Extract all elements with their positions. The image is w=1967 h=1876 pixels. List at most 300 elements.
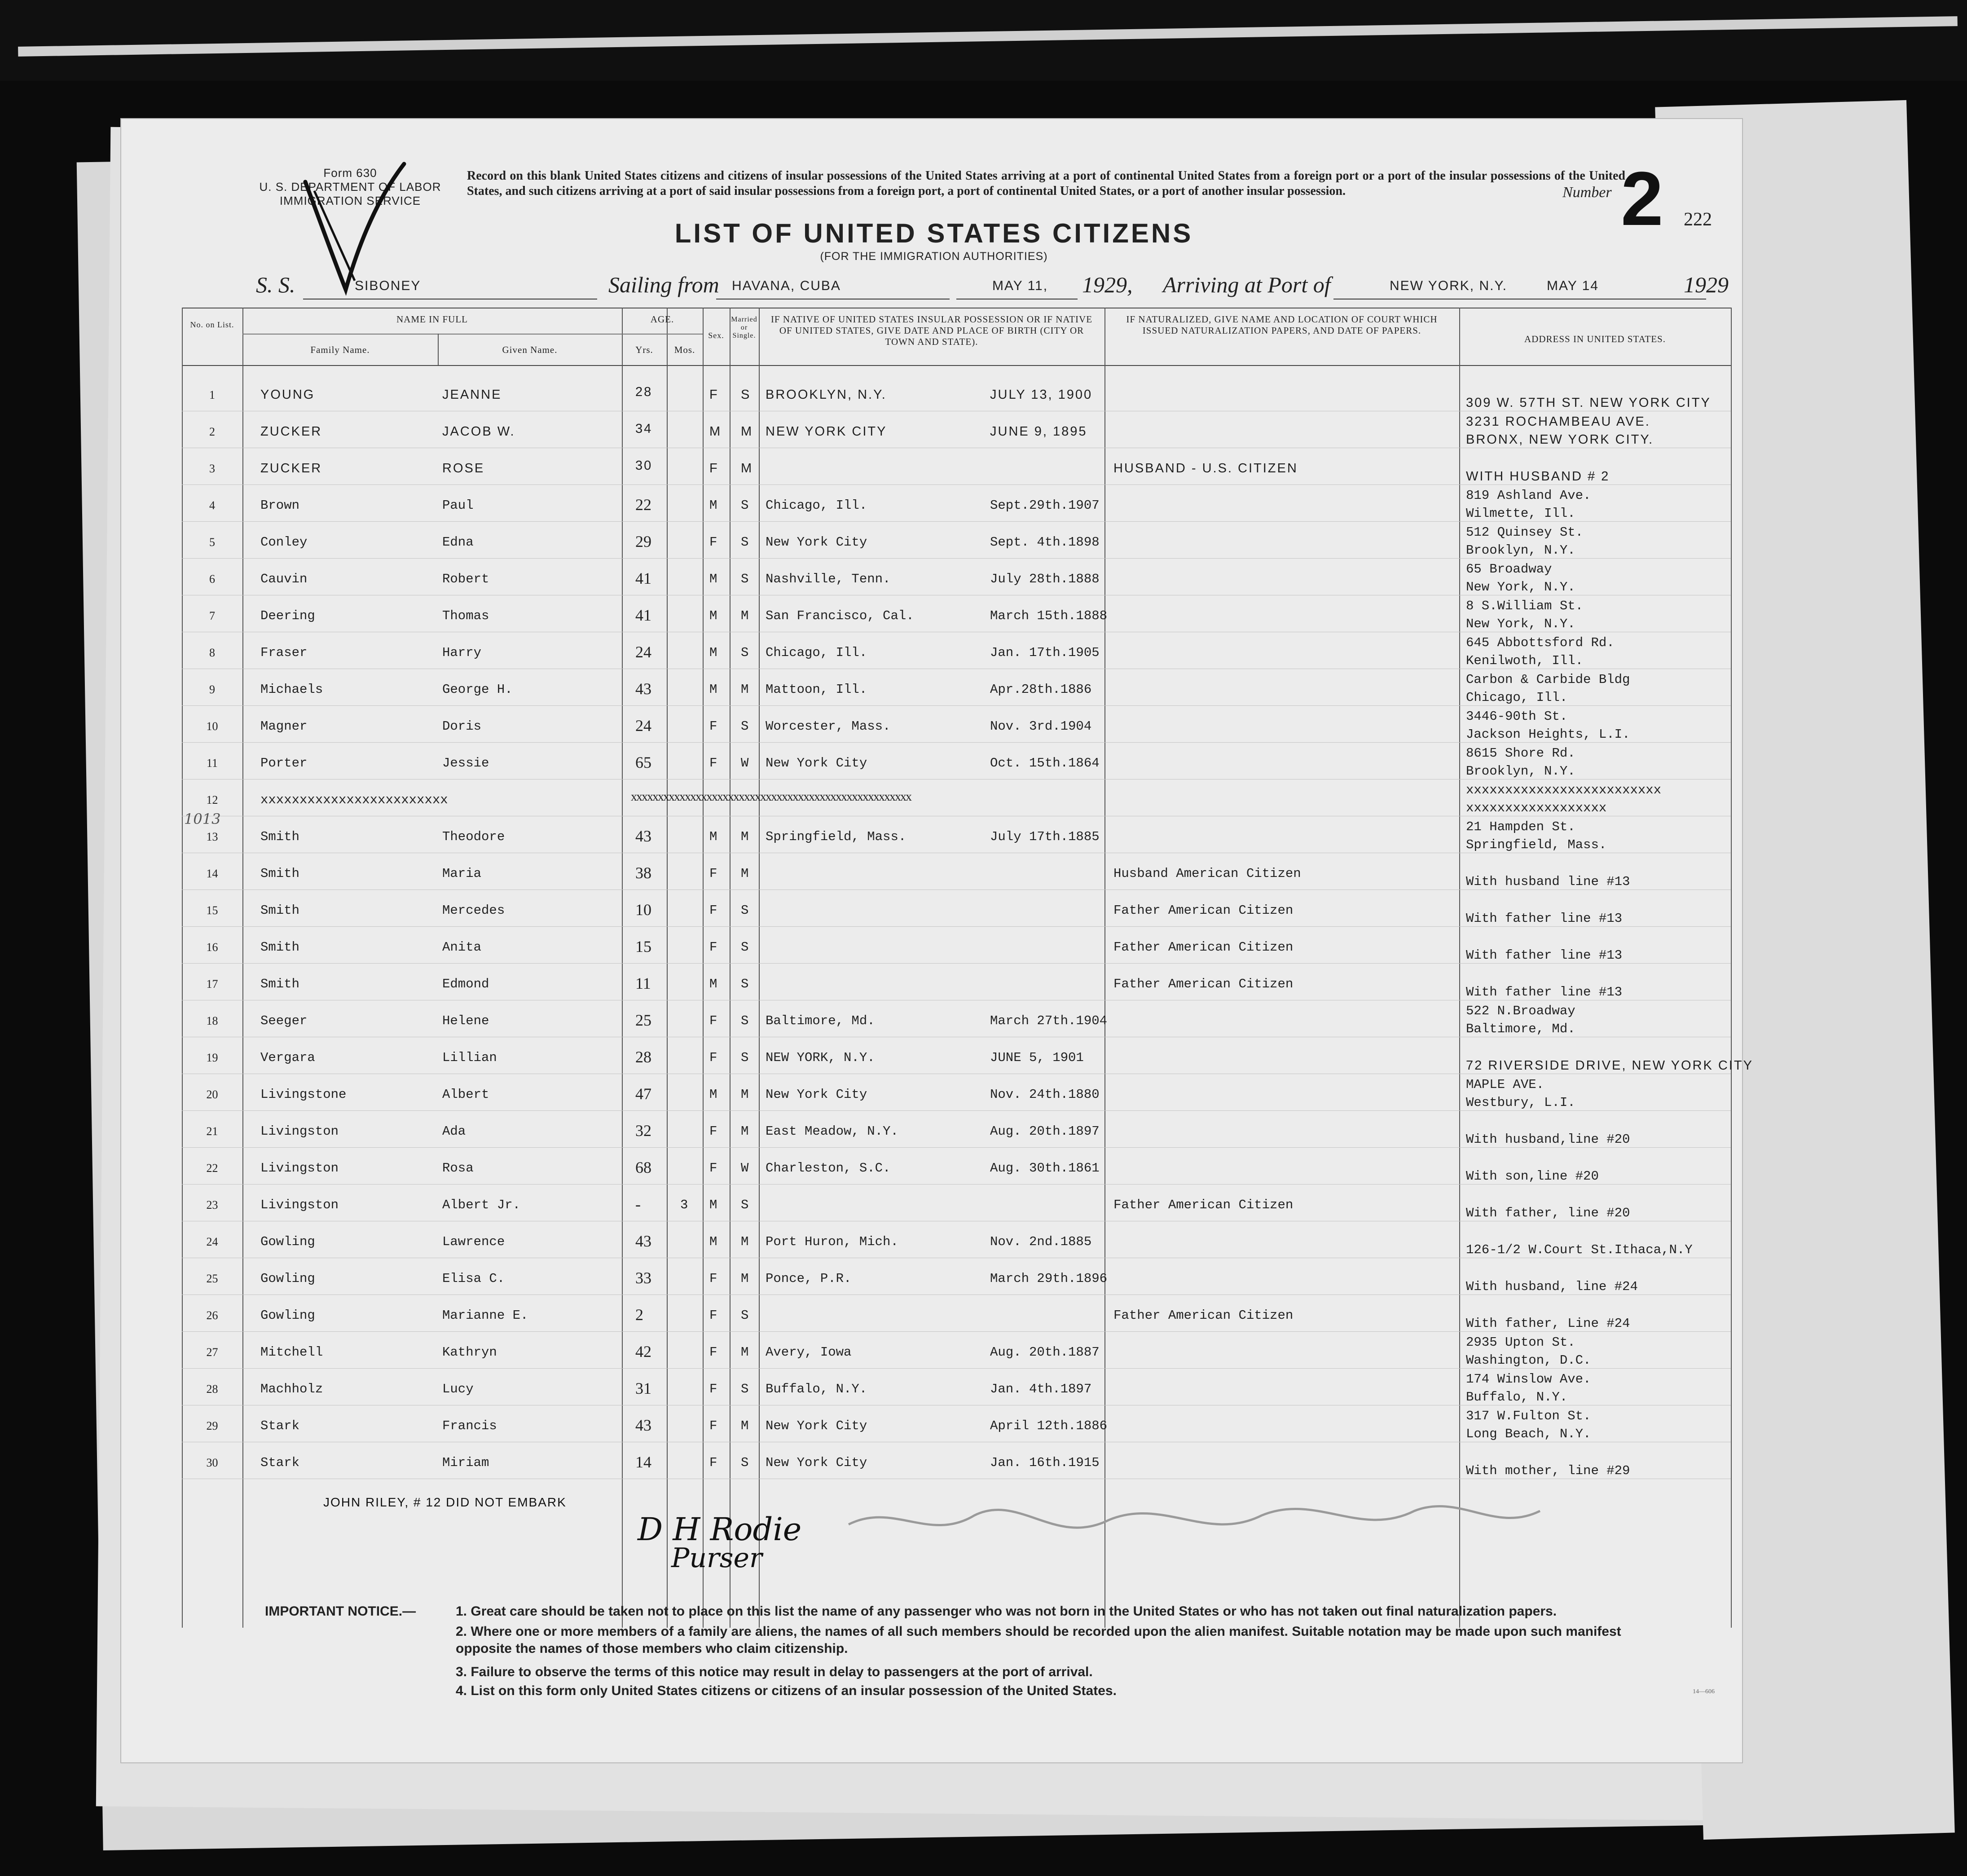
family-name-cell: Conley [260, 535, 308, 550]
address-line2-cell: Jackson Heights, L.I. [1466, 727, 1630, 742]
marital-status-cell: S [741, 1455, 749, 1470]
family-name-cell: Deering [260, 608, 315, 623]
family-name-cell: YOUNG [260, 388, 315, 402]
given-name-cell: JACOB W. [442, 424, 515, 439]
list-number-cell: 11 [206, 757, 218, 770]
given-name-cell: Thomas [442, 608, 489, 623]
family-name-cell: Fraser [260, 645, 308, 660]
marital-status-cell: S [741, 388, 751, 402]
table-row [182, 1111, 1731, 1148]
marital-status-cell: M [741, 1087, 749, 1102]
marital-status-cell: S [741, 498, 749, 513]
address-line1-cell: 2935 Upton St. [1466, 1335, 1575, 1350]
birthplace-cell: San Francisco, Cal. [766, 608, 914, 623]
sex-cell: M [709, 977, 717, 991]
birthplace-cell: Avery, Iowa [766, 1345, 852, 1360]
table-row [182, 375, 1731, 412]
list-number-cell: 6 [209, 572, 215, 586]
address-line2-cell: With father, Line #24 [1466, 1316, 1630, 1331]
marital-status-cell: S [741, 572, 749, 586]
family-name-cell: Smith [260, 866, 300, 881]
list-number-cell: 8 [209, 646, 215, 659]
marital-status-cell: S [741, 1050, 749, 1065]
family-name-cell: Cauvin [260, 572, 308, 586]
purser-signature: D H Rodie [638, 1511, 802, 1548]
family-name-cell: Michaels [260, 682, 323, 697]
list-number-cell: 19 [206, 1051, 218, 1064]
naturalization-cell: Father American Citizen [1113, 940, 1294, 955]
sex-cell: F [709, 1050, 717, 1065]
age-years-cell: 30 [635, 458, 653, 473]
header-naturalized: IF NATURALIZED, GIVE NAME AND LOCATION OF COURT WHICH ISSUED NATURALIZATION PAPERS, AND DATE OF PAPERS. [1126, 314, 1438, 336]
age-years-cell: 32 [635, 1122, 651, 1140]
age-months-cell: 3 [680, 1198, 688, 1212]
birthplace-cell: New York City [766, 535, 867, 550]
header-family-name: Family Name. [310, 344, 370, 355]
marital-status-cell: M [741, 1234, 749, 1249]
age-years-cell: 68 [635, 1158, 651, 1176]
family-name-cell: Livingston [260, 1161, 339, 1176]
birthplace-cell: Port Huron, Mich. [766, 1234, 898, 1249]
marital-status-cell: S [741, 1198, 749, 1212]
table-row [182, 633, 1731, 669]
form-code: 14—606 [1693, 1688, 1715, 1695]
instructions: Record on this blank United States citizens and citizens of insular possessions of the United States arriving at a port of continental United States from a foreign port or a port of the insular possessions of the United States, and such citizens arriving at a port of said insular possessions from a foreign port, a port of continental United States, or a port of another insular possession. [467, 169, 1625, 198]
table-row [182, 1369, 1731, 1406]
family-name-cell: Vergara [260, 1050, 315, 1065]
address-line2-cell: New York, N.Y. [1466, 580, 1575, 595]
address-line2-cell: 126-1/2 W.Court St.Ithaca,N.Y [1466, 1242, 1693, 1257]
list-number-cell: 20 [206, 1088, 218, 1101]
list-number-cell: 5 [209, 536, 215, 549]
sex-cell: F [709, 866, 717, 881]
family-name-cell: Livingstone [260, 1087, 347, 1102]
given-name-cell: Mercedes [442, 903, 505, 918]
given-name-cell: Doris [442, 719, 482, 734]
birthplace-cell: Nashville, Tenn. [766, 572, 891, 586]
page-edge-strip [18, 16, 1958, 57]
address-line2-cell: Springfield, Mass. [1466, 837, 1607, 852]
given-name-cell: Rosa [442, 1161, 474, 1176]
table-row [182, 1185, 1731, 1222]
header-given-name: Given Name. [502, 344, 558, 355]
address-line2-cell: Chicago, Ill. [1466, 690, 1568, 705]
marital-status-cell: S [741, 977, 749, 991]
family-name-cell: Porter [260, 756, 308, 771]
list-number-cell: 17 [206, 978, 218, 991]
age-years-cell: 41 [635, 569, 651, 587]
sex-cell: F [709, 1455, 717, 1470]
notice-item-1: 1. Great care should be taken not to place on this list the name of any passenger who was not born in the United States or who has not taken out final naturalization papers. [456, 1604, 1557, 1619]
naturalization-cell: Father American Citizen [1113, 977, 1294, 991]
list-number-cell: 23 [206, 1198, 218, 1211]
sex-cell: F [709, 1124, 717, 1139]
family-name-cell: Mitchell [260, 1345, 323, 1360]
ss-label: S. S. [256, 272, 295, 297]
list-number-cell: 22 [206, 1162, 218, 1175]
address-line2-cell: Long Beach, N.Y. [1466, 1427, 1591, 1441]
sex-cell: M [709, 608, 717, 623]
sex-cell: F [709, 388, 719, 402]
birthdate-cell: JULY 13, 1900 [990, 388, 1093, 402]
given-name-cell: Kathryn [442, 1345, 497, 1360]
birthplace-cell: NEW YORK, N.Y. [766, 1050, 875, 1065]
birthplace-cell: New York City [766, 1418, 867, 1433]
age-years-cell: 38 [635, 864, 651, 882]
marital-status-cell: M [741, 424, 753, 439]
sex-cell: F [709, 719, 717, 734]
table-row [182, 1038, 1753, 1075]
address-line2-cell: Brooklyn, N.Y. [1466, 543, 1575, 558]
family-name-cell: Machholz [260, 1382, 323, 1396]
age-years-cell: 33 [635, 1269, 651, 1287]
address-line2-cell: With mother, line #29 [1466, 1463, 1630, 1478]
marital-status-cell: M [741, 1345, 749, 1360]
given-name-cell: Theodore [442, 829, 505, 844]
arrival-port: NEW YORK, N.Y. [1390, 278, 1507, 293]
sex-cell: F [709, 1161, 717, 1176]
family-name-cell: xxxxxxxxxxxxxxxxxxxxxxxx [260, 793, 448, 807]
marital-status-cell: S [741, 1308, 749, 1323]
address-line2-cell: WITH HUSBAND # 2 [1466, 469, 1610, 484]
naturalization-cell: Father American Citizen [1113, 903, 1294, 918]
given-name-cell: Robert [442, 572, 489, 586]
given-name-cell: Albert [442, 1087, 489, 1102]
scan-top-band [0, 0, 1967, 81]
address-line2-cell: New York, N.Y. [1466, 617, 1575, 631]
notice-item-3: 3. Failure to observe the terms of this notice may result in delay to passengers at the port of arrival. [456, 1665, 1093, 1679]
marital-status-cell: S [741, 719, 749, 734]
given-name-cell: JEANNE [442, 388, 502, 402]
age-years-cell: 43 [635, 1416, 651, 1434]
marital-status-cell: M [741, 608, 749, 623]
sex-cell: F [709, 1418, 717, 1433]
age-years-cell: - [635, 1195, 641, 1213]
department-name: U. S. DEPARTMENT OF LABOR [259, 180, 441, 194]
birthplace-cell: Buffalo, N.Y. [766, 1382, 867, 1396]
table-row [182, 412, 1731, 449]
family-name-cell: Gowling [260, 1271, 315, 1286]
age-years-cell: 43 [635, 680, 651, 698]
notice-label-text: IMPORTANT NOTICE. [265, 1604, 403, 1619]
address-line2-cell: With father, line #20 [1466, 1206, 1630, 1220]
list-number: 2 [1621, 156, 1663, 242]
birthdate-cell: Jan. 16th.1915 [990, 1455, 1100, 1470]
address-line2-cell: Buffalo, N.Y. [1466, 1390, 1568, 1405]
list-number-cell: 28 [206, 1383, 218, 1396]
given-name-cell: Harry [442, 645, 482, 660]
sex-cell: M [709, 1198, 717, 1212]
age-years-cell: 43 [635, 827, 651, 845]
birthplace-cell: BROOKLYN, N.Y. [766, 388, 887, 402]
address-line1-cell: Carbon & Carbide Bldg [1466, 672, 1630, 687]
list-number-cell: 12 [206, 793, 218, 806]
table-row [182, 485, 1731, 522]
number-label: Number [1562, 184, 1612, 201]
address-line1-cell: 3446-90th St. [1466, 709, 1568, 724]
family-name-cell: Livingston [260, 1198, 339, 1212]
marital-status-cell: W [741, 1161, 749, 1176]
sailing-label: Sailing from [608, 272, 719, 297]
marital-status-cell: S [741, 1013, 749, 1028]
list-number-cell: 15 [206, 904, 218, 917]
list-number-cell: 27 [206, 1346, 218, 1359]
sex-cell: M [709, 424, 722, 439]
sex-cell: F [709, 535, 717, 550]
age-years-cell: 34 [635, 422, 653, 436]
sex-cell: F [709, 1345, 717, 1360]
table-row [182, 706, 1731, 743]
sex-cell: M [709, 682, 717, 697]
sex-cell: M [709, 1087, 717, 1102]
table-row [182, 559, 1731, 596]
age-years-cell: 28 [635, 1048, 651, 1066]
address-line2-cell: With father line #13 [1466, 948, 1623, 963]
age-years-cell: 47 [635, 1085, 651, 1103]
table-row [182, 743, 1731, 780]
family-name-cell: Smith [260, 829, 300, 844]
list-number-cell: 26 [206, 1309, 218, 1322]
list-number-cell: 2 [209, 425, 215, 438]
birthdate-cell: Nov. 24th.1880 [990, 1087, 1100, 1102]
table-row [182, 1222, 1731, 1259]
marital-status-cell: M [741, 866, 749, 881]
marital-status-cell: S [741, 1382, 749, 1396]
address-line1-cell: 522 N.Broadway [1466, 1004, 1575, 1018]
table-row [182, 1406, 1731, 1443]
sex-cell: M [709, 1234, 717, 1249]
table-row [182, 1148, 1731, 1185]
birthplace-cell: New York City [766, 756, 867, 771]
given-name-cell: George H. [442, 682, 513, 697]
address-line1-cell: 3231 ROCHAMBEAU AVE. [1466, 414, 1650, 429]
table-row [182, 890, 1731, 927]
header-birth: IF NATIVE OF UNITED STATES INSULAR POSSESSION OR IF NATIVE OF UNITED STATES, GIVE DATE AND PLACE OF BIRTH (CITY OR TOWN AND STATE). [770, 314, 1093, 347]
birthplace-cell: New York City [766, 1087, 867, 1102]
sailing-year: 1929, [1082, 272, 1133, 297]
citizens-table [182, 308, 1753, 1628]
address-line1-cell: 65 Broadway [1466, 562, 1552, 577]
age-years-cell: 28 [635, 385, 653, 399]
header-sex: Sex. [708, 331, 724, 340]
birthplace-cell: Mattoon, Ill. [766, 682, 867, 697]
given-name-cell: Ada [442, 1124, 466, 1139]
list-number-cell: 7 [209, 609, 215, 622]
family-name-cell: Gowling [260, 1308, 315, 1323]
family-name-cell: Livingston [260, 1124, 339, 1139]
marital-status-cell: S [741, 903, 749, 918]
address-line2-cell: With father line #13 [1466, 985, 1623, 1000]
list-number-cell: 4 [209, 499, 215, 512]
birthdate-cell: Jan. 17th.1905 [990, 645, 1100, 660]
sex-cell: F [709, 1013, 717, 1028]
voyage-line [121, 272, 1742, 303]
birthdate-cell: March 27th.1904 [990, 1013, 1108, 1028]
address-line1-cell: 317 W.Fulton St. [1466, 1409, 1591, 1423]
header-address: ADDRESS IN UNITED STATES. [1524, 334, 1666, 344]
naturalization-cell: Husband American Citizen [1113, 866, 1301, 881]
family-name-cell: Stark [260, 1455, 300, 1470]
sex-cell: F [709, 461, 719, 476]
family-name-cell: ZUCKER [260, 461, 322, 476]
given-name-cell: Albert Jr. [442, 1198, 521, 1212]
address-line1-cell: 8615 Shore Rd. [1466, 746, 1575, 761]
address-line2-cell: With husband,line #20 [1466, 1132, 1630, 1147]
family-name-cell: Smith [260, 940, 300, 955]
given-name-cell: Edna [442, 535, 474, 550]
did-not-embark-note: JOHN RILEY, # 12 DID NOT EMBARK [323, 1495, 567, 1509]
table-row [182, 817, 1731, 854]
family-name-cell: Smith [260, 977, 300, 991]
birthdate-cell: Nov. 3rd.1904 [990, 719, 1092, 734]
birthdate-cell: Aug. 20th.1897 [990, 1124, 1100, 1139]
arriving-label: Arriving at Port of [1163, 272, 1331, 297]
age-years-cell: 29 [635, 533, 651, 550]
sex-cell: M [709, 829, 717, 844]
birthplace-cell: East Meadow, N.Y. [766, 1124, 898, 1139]
birthdate-cell: Apr.28th.1886 [990, 682, 1092, 697]
birthdate-cell: Nov. 2nd.1885 [990, 1234, 1092, 1249]
marital-status-cell: S [741, 535, 749, 550]
list-number-cell: 21 [206, 1125, 218, 1138]
address-line2-cell: Kenilwoth, Ill. [1466, 653, 1584, 668]
marital-status-cell: M [741, 682, 749, 697]
given-name-cell: Anita [442, 940, 482, 955]
address-line2-cell: BRONX, NEW YORK CITY. [1466, 432, 1654, 447]
table-row [182, 854, 1731, 890]
family-name-cell: Gowling [260, 1234, 315, 1249]
birthplace-cell: New York City [766, 1455, 867, 1470]
header-married: Married or Single. [731, 316, 757, 339]
naturalization-cell: Father American Citizen [1113, 1308, 1294, 1323]
table-row [182, 1001, 1731, 1038]
marital-status-cell: M [741, 1124, 749, 1139]
address-line2-cell: 72 RIVERSIDE DRIVE, NEW YORK CITY [1466, 1058, 1753, 1073]
form-title: LIST OF UNITED STATES CITIZENS [674, 218, 1193, 248]
address-line2-cell: Wilmette, Ill. [1466, 506, 1575, 521]
marital-status-cell: S [741, 940, 749, 955]
age-years-cell: 65 [635, 753, 651, 771]
list-number-cell: 18 [206, 1014, 218, 1027]
birthplace-cell: NEW YORK CITY [766, 424, 887, 439]
notice-item-2: 2. Where one or more members of a family are aliens, the names of all such members should be recorded upon the alien manifest. Suitable notation may be made upon such manifest opposite the names of those members who claim citizenship. [456, 1624, 1621, 1656]
address-line2-cell: 309 W. 57TH ST. NEW YORK CITY [1466, 396, 1711, 410]
list-number-cell: 24 [206, 1235, 218, 1248]
notice-item-4: 4. List on this form only United States citizens or citizens of an insular possession of the United States. [456, 1683, 1117, 1698]
form-number: Form 630 [323, 166, 377, 180]
address-line2-cell: xxxxxxxxxxxxxxxxxx [1466, 801, 1607, 815]
birthplace-cell: Charleston, S.C. [766, 1161, 891, 1176]
birthdate-cell: March 15th.1888 [990, 608, 1108, 623]
list-number-cell: 14 [206, 867, 218, 880]
table-row [182, 1332, 1731, 1369]
list-number-cell: 30 [206, 1456, 218, 1469]
birthdate-cell: Aug. 20th.1887 [990, 1345, 1100, 1360]
sex-cell: M [709, 572, 717, 586]
sailing-date: MAY 11, [992, 278, 1048, 293]
margin-note: 1013 [184, 810, 221, 828]
age-years-cell: 41 [635, 606, 651, 624]
age-years-cell: 24 [635, 717, 651, 735]
marital-status-cell: M [741, 829, 749, 844]
birthdate-cell: July 17th.1885 [990, 829, 1100, 844]
given-name-cell: Elisa C. [442, 1271, 505, 1286]
birthplace-cell: Chicago, Ill. [766, 498, 867, 513]
table-row [182, 522, 1731, 559]
sex-cell: F [709, 1382, 717, 1396]
list-number-cell: 13 [206, 830, 218, 843]
sex-cell: F [709, 940, 717, 955]
birthdate-cell: April 12th.1886 [990, 1418, 1108, 1433]
given-name-cell: Lucy [442, 1382, 474, 1396]
purser-title: Purser [671, 1542, 762, 1574]
birthplace-cell: Worcester, Mass. [766, 719, 891, 734]
family-name-cell: Brown [260, 498, 300, 513]
header-name-in-full: NAME IN FULL [396, 314, 468, 325]
marital-status-cell: W [741, 756, 749, 771]
given-name-cell: Edmond [442, 977, 489, 991]
age-years-cell: 14 [635, 1453, 651, 1471]
birthdate-cell: Jan. 4th.1897 [990, 1382, 1092, 1396]
birthdate-cell: Sept. 4th.1898 [990, 535, 1100, 550]
address-line2-cell: Brooklyn, N.Y. [1466, 764, 1575, 779]
age-years-cell: 43 [635, 1232, 651, 1250]
age-years-cell: 10 [635, 901, 651, 919]
given-name-cell: Miriam [442, 1455, 489, 1470]
age-years-cell: 22 [635, 496, 651, 514]
birthplace-cell: Chicago, Ill. [766, 645, 867, 660]
table-row [182, 1259, 1731, 1295]
age-years-cell: 11 [635, 974, 651, 992]
naturalization-cell: HUSBAND - U.S. CITIZEN [1113, 461, 1298, 476]
age-years-cell: 15 [635, 938, 651, 956]
list-number-cell: 16 [206, 941, 218, 954]
address-line1-cell: MAPLE AVE. [1466, 1077, 1545, 1092]
list-number-suffix: 222 [1684, 209, 1712, 230]
given-name-cell: Lillian [442, 1050, 497, 1065]
pencil-scribble [840, 1484, 1603, 1574]
marital-status-cell: M [741, 1418, 749, 1433]
family-name-cell: Smith [260, 903, 300, 918]
birthplace-cell: Springfield, Mass. [766, 829, 906, 844]
address-line2-cell: Westbury, L.I. [1466, 1095, 1575, 1110]
given-name-cell: Lawrence [442, 1234, 505, 1249]
address-line1-cell: 8 S.William St. [1466, 599, 1584, 613]
table-row [182, 1443, 1731, 1480]
family-name-cell: Magner [260, 719, 308, 734]
sex-cell: M [709, 498, 717, 513]
age-years-cell: xxxxxxxxxxxxxxxxxxxxxxxxxxxxxxxxxxxxxxxxxxxxxxxxxxxx [631, 790, 911, 804]
address-line2-cell: With father line #13 [1466, 911, 1623, 926]
address-line2-cell: With son,line #20 [1466, 1169, 1599, 1184]
naturalization-cell: Father American Citizen [1113, 1198, 1294, 1212]
family-name-cell: ZUCKER [260, 424, 322, 439]
address-line1-cell: 174 Winslow Ave. [1466, 1372, 1591, 1387]
given-name-cell: ROSE [442, 461, 485, 476]
list-number-cell: 29 [206, 1419, 218, 1432]
table-row [182, 1075, 1731, 1111]
marital-status-cell: M [741, 461, 753, 476]
family-name-cell: Stark [260, 1418, 300, 1433]
list-number-cell: 25 [206, 1272, 218, 1285]
address-line1-cell: xxxxxxxxxxxxxxxxxxxxxxxxx [1466, 783, 1662, 797]
table-row [182, 927, 1731, 964]
birthdate-cell: Oct. 15th.1864 [990, 756, 1100, 771]
table-row [182, 449, 1731, 485]
age-years-cell: 25 [635, 1011, 651, 1029]
header-yrs: Yrs. [635, 344, 653, 355]
table-row [182, 780, 1731, 817]
